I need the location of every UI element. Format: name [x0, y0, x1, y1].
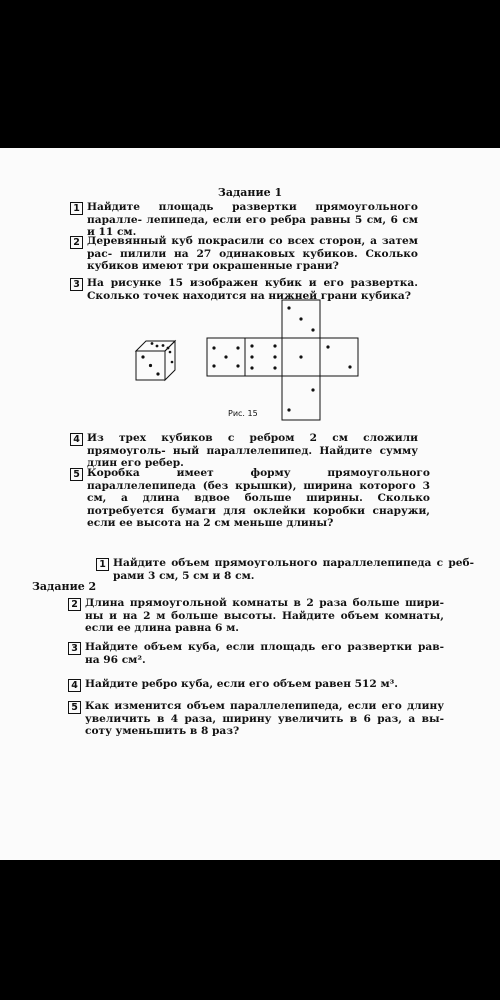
worksheet-page [0, 148, 500, 860]
task-number: 2 [70, 236, 83, 249]
die-drawing [136, 341, 175, 380]
figure-caption: Рис. 15 [228, 409, 258, 418]
task-text: Из трех кубиков с ребром 2 см сложили прямоуголь- ный параллелепипед. Найдите сумму длин его ребер. [87, 432, 418, 470]
section1-title: Задание 1 [217, 186, 283, 199]
figure-15 [130, 306, 370, 426]
task-number: 3 [70, 278, 83, 291]
task-text: Как изменится объем параллелепипеда, если его длину увеличить в 4 раза, ширину увеличить в 6 раз, а вы- соту уменьшить в 8 раз? [85, 700, 444, 738]
task-number: 5 [68, 701, 81, 714]
task-text: Деревянный куб покрасили со всех сторон, а затем рас- пилили на 27 одинаковых кубиков. Сколько кубиков имеют три окрашенные грани? [87, 235, 418, 273]
task-text: Найдите площадь развертки прямоугольного паралле- лепипеда, если его ребра равны 5 см, 6 см и 11 см. [87, 201, 418, 239]
task-number: 4 [70, 433, 83, 446]
task-text: Коробка имеет форму прямоугольного параллелепипеда (без крышки), ширина которого 3 см, а длина вдвое больше ширины. Сколько потребуется бумаги для оклейки коробки снаружи, если ее высота на 2 см меньше длины? [87, 467, 430, 530]
task-number: 2 [68, 598, 81, 611]
die-dots [141, 342, 173, 376]
task-text: Длина прямоугольной комнаты в 2 раза больше шири- ны и на 2 м больше высоты. Найдите объем комнаты, если ее длина равна 6 м. [85, 597, 444, 635]
task-number: 5 [70, 468, 83, 481]
section2-title: Задание 2 [32, 580, 97, 593]
task-text: Найдите объем куба, если площадь его развертки рав- на 96 см². [85, 641, 444, 666]
task-number: 3 [68, 642, 81, 655]
die-net [207, 300, 358, 420]
task-number: 1 [96, 558, 109, 571]
task-number: 4 [68, 679, 81, 692]
task-text: На рисунке 15 изображен кубик и его развертка. Сколько точек находится на нижней грани кубика? [87, 277, 418, 302]
task-text: Найдите объем прямоугольного параллелепипеда с реб- рами 3 см, 5 см и 8 см. [113, 557, 474, 582]
task-text: Найдите ребро куба, если его объем равен 512 м³. [85, 678, 398, 690]
task-number: 1 [70, 202, 83, 215]
